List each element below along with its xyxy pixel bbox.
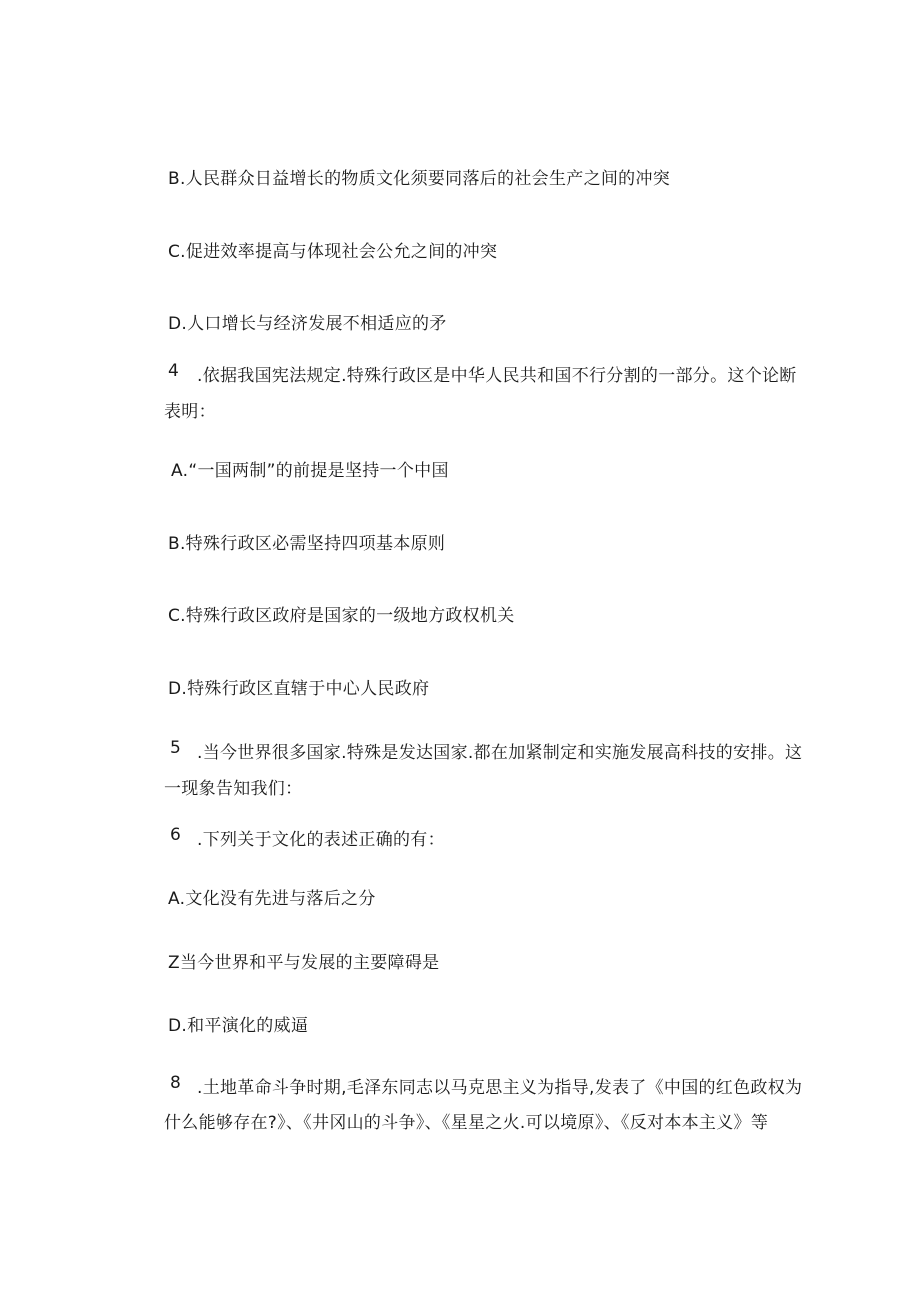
question-4-number: 4: [168, 361, 179, 381]
option-d-q4: D.特殊行政区直辖于中心人民政府: [168, 679, 430, 699]
question-4-text: .依据我国宪法规定.特殊行政区是中华人民共和国不行分割的一部分。这个论断: [197, 366, 797, 386]
option-a-q4: A.“一国两制”的前提是坚持一个中国: [171, 461, 449, 481]
question-6-text: .下列关于文化的表述正确的有：: [197, 830, 445, 850]
option-a-q6: A.文化没有先进与落后之分: [168, 889, 376, 909]
question-5-continuation: 一现象告知我们：: [164, 779, 303, 799]
option-b-q4: B.特殊行政区必需坚持四项基本原则: [168, 534, 446, 554]
option-b-q3: B.人民群众日益增长的物质文化须要同落后的社会生产之间的冲突: [168, 169, 671, 189]
question-z-text: Z当今世界和平与发展的主要障碍是: [168, 953, 440, 973]
question-5-text: .当今世界很多国家.特殊是发达国家.都在加紧制定和实施发展高科技的安排。这: [197, 743, 803, 763]
question-5-number: 5: [170, 738, 181, 758]
option-c-q4: C.特殊行政区政府是国家的一级地方政权机关: [168, 606, 515, 626]
question-8-continuation: 什么能够存在?》、《井冈山的斗争》、《星星之火.可以境原》、《反对本本主义》等: [164, 1113, 769, 1133]
question-6-number: 6: [170, 825, 181, 845]
option-c-q3: C.促进效率提高与体现社会公允之间的冲突: [168, 242, 498, 262]
option-d-qz: D.和平演化的威逼: [168, 1016, 309, 1036]
question-8-text: .土地革命斗争时期,毛泽东同志以马克思主义为指导,发表了《中国的红色政权为: [197, 1078, 803, 1098]
question-8-number: 8: [170, 1073, 181, 1093]
option-d-q3: D.人口增长与经济发展不相适应的矛: [168, 314, 447, 334]
question-4-continuation: 表明：: [164, 402, 216, 422]
